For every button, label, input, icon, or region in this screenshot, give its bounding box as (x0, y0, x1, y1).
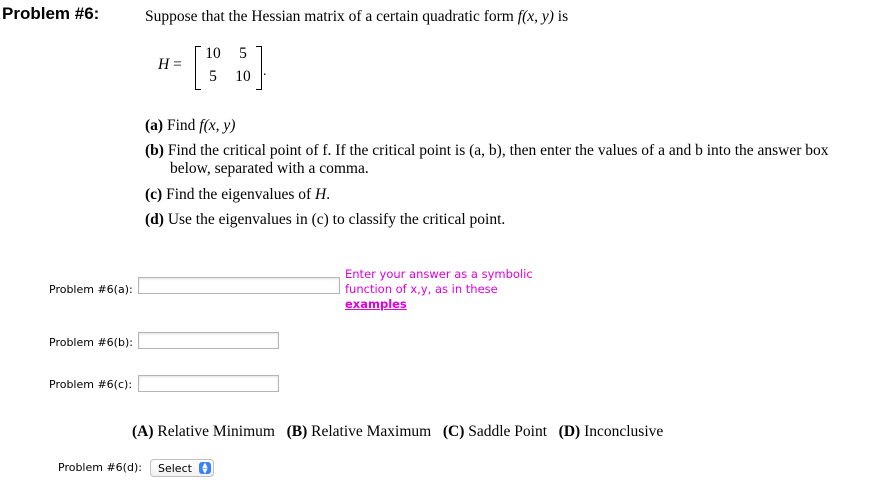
part-c-end: . (326, 186, 331, 203)
hint-line-2: function of x,y, as in these (345, 282, 498, 296)
part-c-text: Find the eigenvalues of (166, 186, 316, 203)
part-b (145, 142, 829, 160)
part-c (145, 186, 330, 204)
part-b-label: (b) (145, 142, 164, 159)
part-c-label: (c) (145, 186, 163, 203)
hessian-matrix (195, 46, 262, 88)
part-d-text: Use the eigenvalues in (c) to classify the critical point. (167, 211, 506, 228)
part-d-label: (d) (145, 211, 164, 228)
answer-c-label: Problem #6(c): (49, 378, 133, 391)
part-a-text: Find (166, 117, 200, 134)
hint-line-1: Enter your answer as a symbolic (345, 267, 533, 281)
right-bracket (256, 46, 262, 90)
select-arrows-icon: ▲ ▼ (199, 462, 211, 474)
choice-d-key: (D) (558, 423, 581, 440)
problem-title: Problem #6: (2, 4, 100, 23)
examples-link[interactable]: examples (345, 297, 407, 311)
matrix-cell: 10 (205, 45, 221, 62)
function-f: f (517, 8, 523, 25)
choice-b-key: (B) (286, 423, 308, 440)
part-c-var: H (315, 186, 327, 203)
problem-statement (145, 8, 568, 26)
choice-c-key: (C) (442, 423, 465, 440)
part-a (145, 117, 235, 135)
function-args: (x, y) (522, 8, 554, 25)
answer-a-label: Problem #6(a): (49, 283, 133, 296)
part-d (145, 211, 505, 229)
matrix-cell: 5 (239, 45, 247, 62)
matrix-cell: 5 (209, 68, 217, 85)
matrix-label (158, 56, 182, 74)
part-a-args: (x, y) (203, 117, 236, 134)
answer-hint (345, 267, 533, 312)
answer-a-input[interactable] (138, 277, 340, 294)
choice-a-key: (A) (132, 423, 154, 440)
part-a-func: f (199, 117, 204, 134)
part-b-line2: below, separated with a comma. (170, 160, 369, 177)
answer-c-input[interactable] (138, 375, 279, 392)
answer-b-label: Problem #6(b): (49, 336, 133, 349)
classification-choices (132, 423, 663, 441)
intro-end: is (553, 8, 569, 25)
answer-d-label: Problem #6(d): (58, 461, 142, 474)
choice-c-text: Saddle Point (468, 423, 548, 440)
answer-d-select[interactable] (150, 459, 214, 477)
intro-text: Suppose that the Hessian matrix of a certain quadratic form (145, 8, 518, 25)
choice-b-text: Relative Maximum (311, 423, 432, 440)
select-value: Select (158, 462, 192, 475)
matrix-cell: 10 (235, 68, 251, 85)
choice-a-text: Relative Minimum (157, 423, 275, 440)
part-a-label: (a) (145, 117, 164, 134)
matrix-period: . (263, 64, 267, 79)
part-b-text: Find the critical point of f. If the critical point is (a, b), then enter the values of a and b into the answer box (167, 142, 829, 159)
answer-b-input[interactable] (138, 332, 279, 349)
choice-d-text: Inconclusive (584, 423, 664, 440)
equals-sign: = (173, 56, 182, 73)
matrix-name: H (158, 56, 170, 73)
